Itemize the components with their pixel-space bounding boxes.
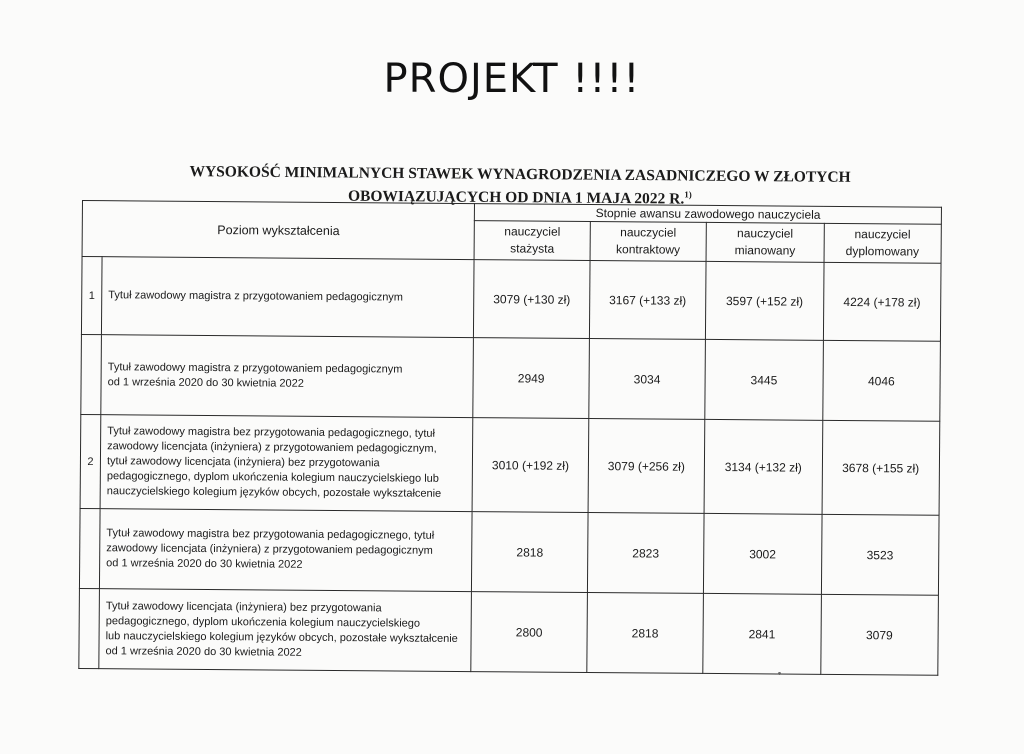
col-header-mianowany: nauczyciel mianowany: [706, 222, 824, 262]
education-line: od 1 września 2020 do 30 kwietnia 2022: [106, 557, 303, 571]
education-cell: [101, 335, 474, 418]
value-mianowany: 3445: [705, 339, 823, 420]
value-stazysta: 2818: [472, 512, 588, 593]
value-dyplomowany: 3079: [820, 594, 938, 675]
value-kontraktowy: 3079 (+256 zł): [588, 418, 705, 513]
col-header-dyplomowany: nauczyciel dyplomowany: [824, 223, 942, 263]
education-line: lub nauczycielskiego kolegium języków obcych, pozostałe wykształcenie: [105, 629, 458, 645]
education-line: zawodowy licencjata (inżyniera) z przygotowaniem pedagogicznym,: [107, 440, 437, 455]
education-line: od 1 września 2020 do 30 kwietnia 2022: [105, 644, 302, 659]
table-row: [79, 508, 939, 595]
value-stazysta: 3079 (+130 zł): [474, 260, 590, 339]
table-row: [79, 588, 939, 675]
value-stazysta: 3010 (+192 zł): [472, 418, 588, 513]
table-row: [81, 257, 941, 342]
education-line: Tytuł zawodowy magistra bez przygotowania pedagogicznego, tytuł: [107, 425, 436, 440]
education-line: pedagogicznego, dyplom ukończenia kolegium nauczycielskiego: [105, 614, 421, 630]
education-line: tytuł zawodowy licencjata (inżyniera) bez przygotowania: [106, 455, 380, 470]
projekt-banner: PROJEKT !!!!: [383, 56, 641, 102]
value-stazysta: 2800: [471, 592, 587, 673]
scan-speck: [778, 672, 781, 675]
group-header: Stopnie awansu zawodowego nauczyciela: [475, 204, 942, 225]
education-line: Tytuł zawodowy magistra z przygotowaniem pedagogicznym: [108, 289, 404, 304]
table-row: [81, 334, 941, 421]
education-line: Tytuł zawodowy magistra bez przygotowania pedagogicznego, tytuł: [106, 527, 435, 542]
value-kontraktowy: 2818: [587, 592, 704, 673]
salary-table-wrapper: [78, 200, 942, 676]
value-dyplomowany: 4046: [822, 340, 940, 421]
col-header-kontraktowy: nauczyciel kontraktowy: [590, 221, 707, 261]
salary-table: [78, 200, 942, 676]
row-number: 2: [80, 414, 101, 508]
value-dyplomowany: 3523: [821, 514, 939, 595]
education-cell: [99, 589, 472, 672]
value-mianowany: 3597 (+152 zł): [706, 261, 824, 340]
col-header-stazysta: nauczyciel stażysta: [474, 221, 590, 261]
table-body: [79, 257, 941, 676]
footnote-mark: 1): [684, 189, 692, 200]
education-line: pedagogicznego, dyplom ukończenia kolegium nauczycielskiego lub: [106, 470, 439, 485]
value-mianowany: 3002: [704, 513, 822, 594]
value-dyplomowany: 4224 (+178 zł): [823, 262, 941, 341]
value-mianowany: 3134 (+132 zł): [704, 419, 822, 514]
education-line: Tytuł zawodowy licencjata (inżyniera) bez przygotowania: [105, 599, 382, 614]
value-mianowany: 2841: [703, 593, 821, 674]
education-line: Tytuł zawodowy magistra z przygotowaniem pedagogicznym: [107, 360, 403, 376]
education-cell: [100, 509, 473, 592]
heading-line-2-text: OBOWIĄZUJĄCYCH OD DNIA 1 MAJA 2022 R.: [347, 187, 685, 208]
row-number: [79, 588, 100, 668]
education-cell: [100, 415, 473, 512]
education-cell: [102, 257, 475, 338]
education-header: Poziom wykształcenia: [82, 201, 475, 260]
value-kontraktowy: 3167 (+133 zł): [589, 260, 706, 339]
education-line: nauczycielskiego kolegium języków obcych, pozostałe wykształcenie: [106, 485, 442, 500]
heading-line-1: WYSOKOŚĆ MINIMALNYCH STAWEK WYNAGRODZENIA ZASADNICZEGO W ZŁOTYCH: [189, 163, 851, 186]
education-line: od 1 września 2020 do 30 kwietnia 2022: [107, 375, 304, 390]
value-kontraktowy: 3034: [589, 338, 706, 419]
row-number: [79, 508, 100, 588]
row-number: [81, 334, 102, 414]
row-number: 1: [81, 257, 102, 335]
table-row: [80, 414, 940, 515]
value-dyplomowany: 3678 (+155 zł): [822, 420, 940, 515]
value-kontraktowy: 2823: [587, 512, 704, 593]
education-line: zawodowy licencjata (inżyniera) z przygotowaniem pedagogicznym: [106, 542, 433, 557]
value-stazysta: 2949: [473, 338, 589, 419]
